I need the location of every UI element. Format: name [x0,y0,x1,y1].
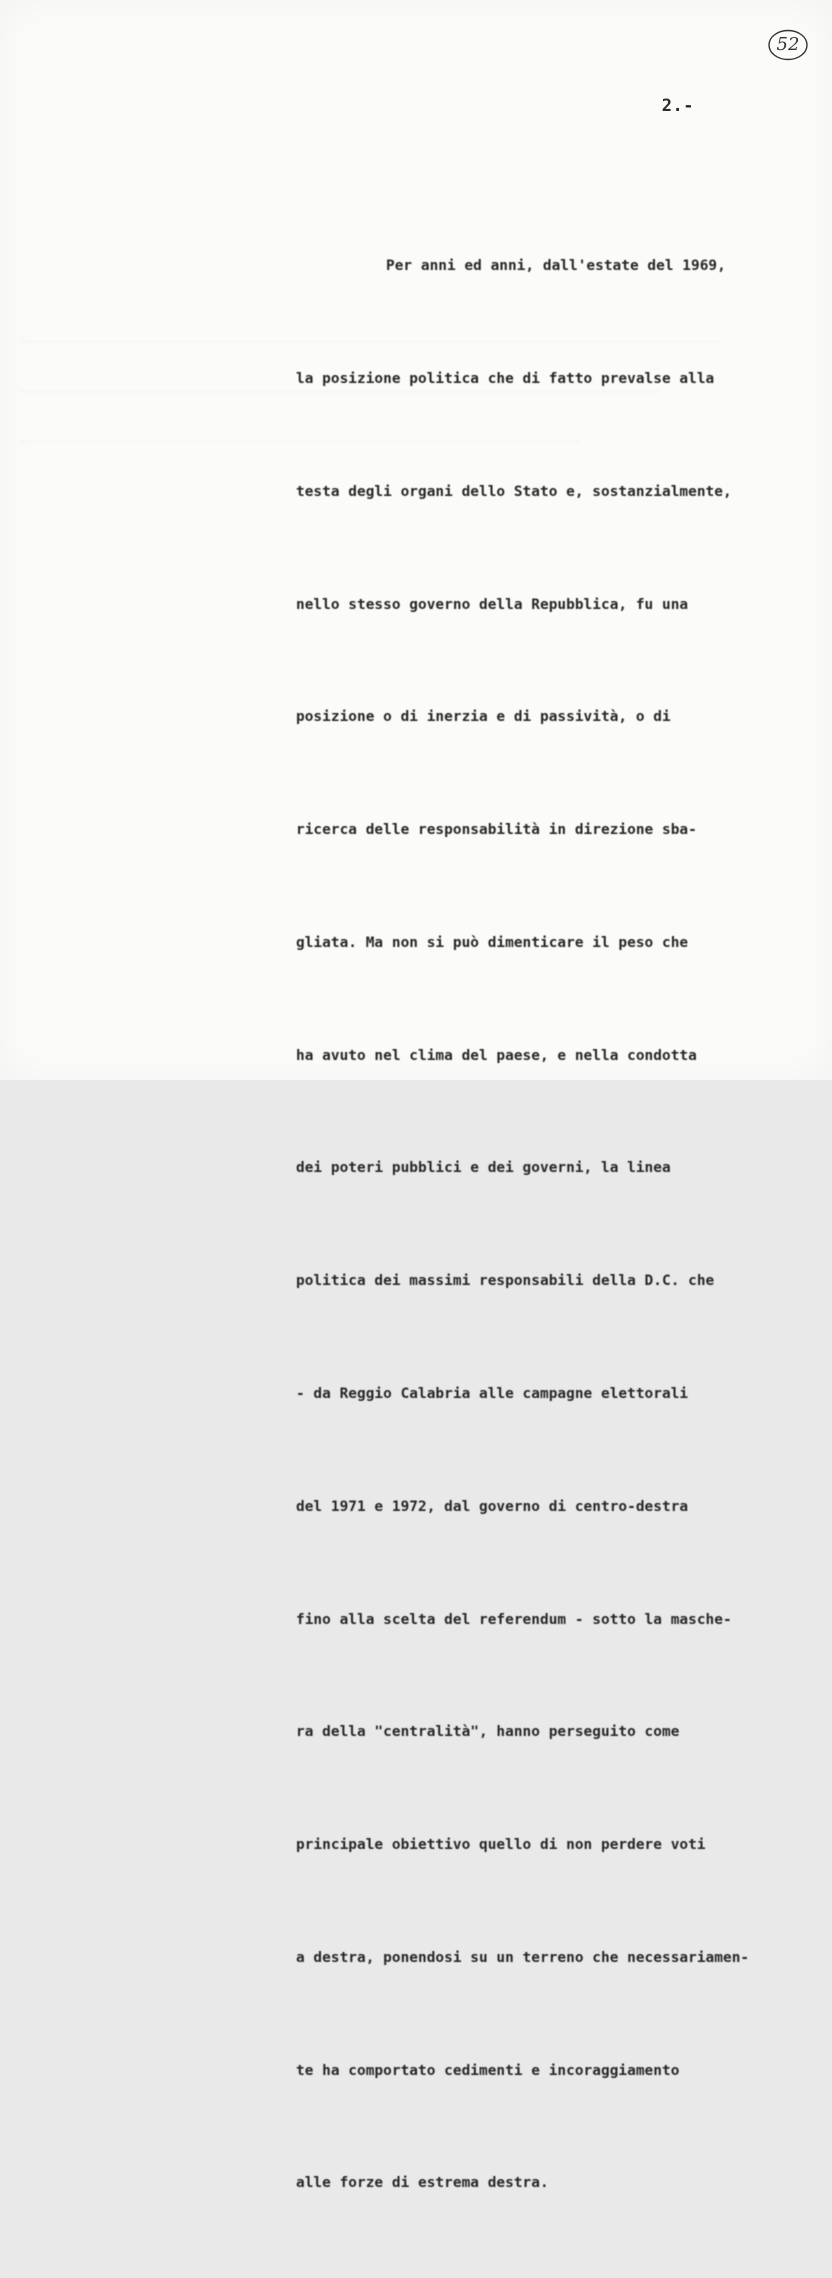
stamp-number: 52 [776,34,800,55]
text-line: la posizione politica che di fatto prevalse alla [296,370,715,387]
text-line: principale obiettivo quello di non perdere voti [296,1837,706,1854]
text-line: ricerca delle responsabilità in direzione sba- [296,822,697,839]
text-line: testa degli organi dello Stato e, sostanzialmente, [296,483,732,500]
text-line: - da Reggio Calabria alle campagne elettorali [296,1386,689,1402]
text-line: fino alla scelta del referendum - sotto la masche- [296,1611,732,1628]
text-line: ha avuto nel clima del paese, e nella condotta [296,1047,697,1064]
text-line: del 1971 e 1972, dal governo di centro-destra [296,1498,689,1515]
text-line: gliata. Ma non si può dimenticare il peso che [296,934,689,951]
text-line: politica dei massimi responsabili della D.C. che [296,1273,715,1290]
text-line: alle forze di estrema destra. [296,2175,549,2192]
text-line: posizione o di inerzia e di passività, o di [296,709,671,726]
page-stamp [766,28,810,62]
body-paragraph [296,173,826,2278]
text-line: ra della "centralità", hanno perseguito come [296,1724,680,1741]
text-line: dei poteri pubblici e dei governi, la linea [296,1160,671,1177]
text-line: a destra, ponendosi su un terreno che necessariamen- [296,1949,750,1966]
text-line: nello stesso governo della Repubblica, fu una [296,596,689,613]
text-line: te ha comportato cedimenti e incoraggiamento [296,2062,680,2079]
page-number: 2.- [661,96,694,116]
text-line: Per anni ed anni, dall'estate del 1969, [386,258,726,275]
